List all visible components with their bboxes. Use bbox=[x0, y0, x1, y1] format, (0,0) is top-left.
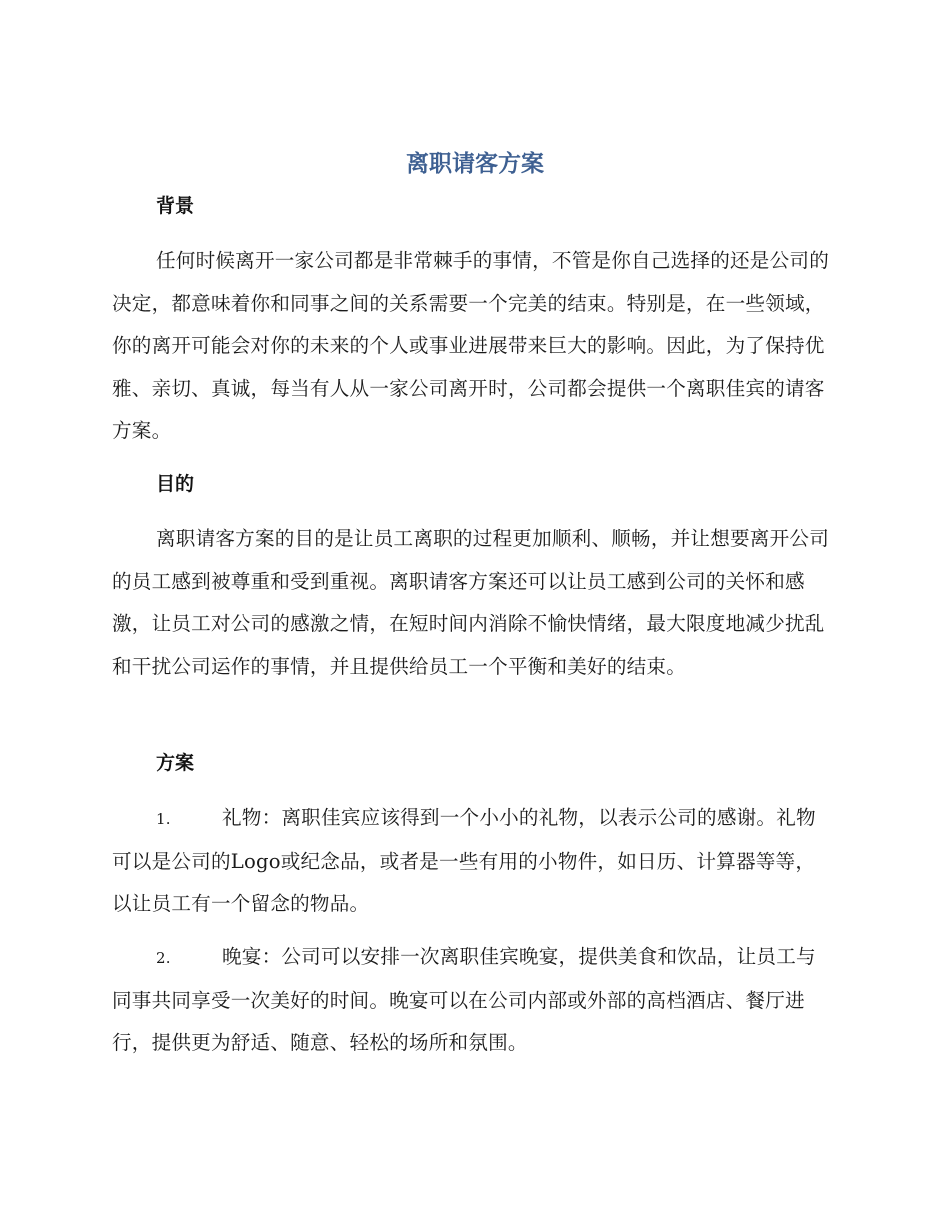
document-title: 离职请客方案 bbox=[406, 151, 544, 177]
plan-list-item bbox=[112, 936, 832, 1065]
list-item-text: 礼物：离职佳宾应该得到一个小小的礼物，以表示公司的感谢。礼物可以是公司的Logo或纪念品，或者是一些有用的小物件，如日历、计算器等等，以让员工有一个留念的物品。 bbox=[112, 806, 816, 915]
plan-list-item bbox=[112, 797, 832, 926]
section-heading-purpose: 目的 bbox=[156, 473, 195, 495]
list-item-number: 2. bbox=[156, 949, 171, 967]
purpose-paragraph: 离职请客方案的目的是让员工离职的过程更加顺利、顺畅，并让想要离开公司的员工感到被尊重和受到重视。离职请客方案还可以让员工感到公司的关怀和感激，让员工对公司的感激之情，在短时间内消除不愉快情绪，最大限度地减少扰乱和干扰公司运作的事情，并且提供给员工一个平衡和美好的结束。 bbox=[112, 527, 829, 678]
background-paragraph: 任何时候离开一家公司都是非常棘手的事情，不管是你自己选择的还是公司的决定，都意味着你和同事之间的关系需要一个完美的结束。特别是，在一些领域，你的离开可能会对你的未来的个人或事业进展带来巨大的影响。因此，为了保持优雅、亲切、真诚，每当有人从一家公司离开时，公司都会提供一个离职佳宾的请客方案。 bbox=[112, 249, 829, 442]
section-heading-plan: 方案 bbox=[156, 752, 195, 774]
list-item-number: 1. bbox=[156, 810, 171, 828]
list-item-text: 晚宴：公司可以安排一次离职佳宾晚宴，提供美食和饮品，让员工与同事共同享受一次美好的时间。晚宴可以在公司内部或外部的高档酒店、餐厅进行，提供更为舒适、随意、轻松的场所和氛围。 bbox=[112, 945, 816, 1054]
section-heading-background: 背景 bbox=[156, 195, 195, 217]
